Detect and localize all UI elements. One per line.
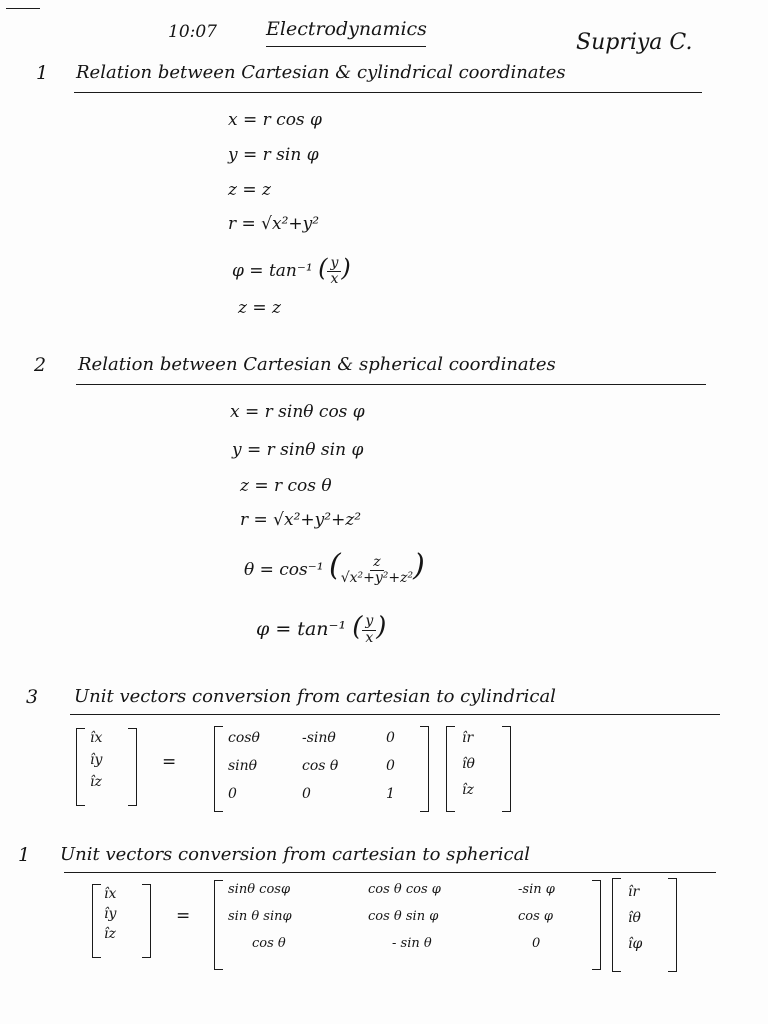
s1-eq-phi: φ = tan⁻¹ ( $\frac{y}{x}$ )	[232, 254, 351, 287]
section4-underline	[64, 872, 716, 873]
s4-lv-2: îz	[104, 926, 116, 942]
s3-m-21: 0	[302, 786, 311, 802]
note-author: Supriya C.	[576, 30, 693, 55]
s4-rv-2: îφ	[628, 936, 643, 952]
s3-lv-0: îx	[90, 730, 103, 746]
s1-frac-den: x	[330, 271, 339, 287]
s2-eq-phi: φ = tan⁻¹ ( $\frac{y}{x}$ )	[256, 612, 387, 646]
s4-right-vec-close	[668, 878, 677, 972]
s4-rv-1: îθ	[628, 910, 641, 926]
s3-left-vec-close	[128, 728, 137, 806]
s3-m-22: 1	[386, 786, 395, 802]
s1-eq-phi-lhs: φ = tan⁻¹	[232, 261, 313, 281]
s4-rv-0: îr	[628, 884, 640, 900]
s4-matrix-close	[592, 880, 601, 970]
s2-eq-r: r = √x²+y²+z²	[240, 510, 362, 530]
s3-m-10: sinθ	[228, 758, 258, 774]
s3-m-12: 0	[386, 758, 395, 774]
s3-rv-1: îθ	[462, 756, 475, 772]
subject-underline	[266, 46, 426, 47]
section2-title: Relation between Cartesian & spherical coordinates	[78, 354, 556, 375]
s2-phi-num: y	[362, 614, 376, 630]
section3-underline	[70, 714, 720, 715]
s2-theta-den: √x²+y²+z²	[340, 570, 414, 586]
s3-equals: =	[162, 752, 177, 772]
s4-right-vector	[628, 884, 668, 952]
s1-eq-z2: z = z	[238, 298, 281, 318]
s1-eq-r: r = √x²+y²	[228, 214, 320, 234]
s3-rv-0: îr	[462, 730, 474, 746]
s2-theta-num: z	[370, 555, 383, 571]
s4-equals: =	[176, 906, 191, 926]
s3-matrix-close	[420, 726, 429, 812]
s3-lv-2: îz	[90, 774, 102, 790]
s4-lv-0: îx	[104, 886, 117, 902]
s4-m-21: - sin θ	[392, 936, 432, 951]
s4-m-12: cos φ	[518, 909, 554, 924]
s4-matrix-open	[214, 880, 223, 970]
s3-left-vector	[90, 730, 130, 790]
s1-eq-y: y = r sin φ	[228, 145, 319, 165]
section4-title: Unit vectors conversion from cartesian to spherical	[60, 844, 531, 865]
section3-title: Unit vectors conversion from cartesian to cylindrical	[74, 686, 556, 707]
s4-left-vec-open	[92, 884, 101, 958]
s4-matrix	[228, 882, 582, 951]
s4-m-11: cos θ sin φ	[368, 909, 439, 924]
s4-m-02: -sin φ	[518, 882, 555, 897]
s4-m-20: cos θ	[252, 936, 286, 951]
s4-right-vec-open	[612, 878, 621, 972]
s1-frac-num: y	[327, 256, 341, 272]
s3-m-20: 0	[228, 786, 237, 802]
s2-eq-x: x = r sinθ cos φ	[230, 402, 365, 422]
s4-m-01: cos θ cos φ	[368, 882, 441, 897]
s2-eq-z: z = r cos θ	[240, 476, 332, 496]
note-time: 10:07	[168, 22, 217, 42]
s3-m-02: 0	[386, 730, 395, 746]
s3-m-01: -sinθ	[302, 730, 336, 746]
s2-phi-den: x	[365, 629, 374, 646]
s4-m-00: sinθ cosφ	[228, 882, 291, 897]
s3-m-11: cos θ	[302, 758, 339, 774]
s2-eq-theta-lhs: θ = cos⁻¹	[244, 560, 324, 580]
s3-matrix	[228, 730, 420, 802]
s3-right-vec-close	[502, 726, 511, 812]
s1-eq-z: z = z	[228, 180, 271, 200]
s3-matrix-open	[214, 726, 223, 812]
s2-eq-y: y = r sinθ sin φ	[232, 440, 364, 460]
margin-mark	[6, 8, 40, 9]
s2-eq-phi-lhs: φ = tan⁻¹	[256, 618, 347, 640]
s4-left-vec-close	[142, 884, 151, 958]
s3-rv-2: îz	[462, 782, 474, 798]
s3-lv-1: îy	[90, 752, 103, 768]
s4-m-22: 0	[532, 936, 541, 951]
section1-title: Relation between Cartesian & cylindrical coordinates	[76, 62, 566, 83]
section1-number: 1	[36, 62, 49, 84]
s2-eq-theta: θ = cos⁻¹ ( $\frac{z}{\text{√x²+y²+z²}}$ )	[244, 548, 425, 586]
section1-underline	[74, 92, 702, 93]
s1-eq-x: x = r cos φ	[228, 110, 322, 130]
note-subject: Electrodynamics	[266, 18, 427, 40]
section3-number: 3	[26, 686, 39, 708]
s3-right-vec-open	[446, 726, 455, 812]
section2-underline	[76, 384, 706, 385]
s3-m-00: cosθ	[228, 730, 260, 746]
s3-left-vec-open	[76, 728, 85, 806]
s4-lv-1: îy	[104, 906, 117, 922]
s4-m-10: sin θ sinφ	[228, 909, 292, 924]
s3-right-vector	[462, 730, 502, 798]
section4-number: 1	[18, 844, 31, 866]
s4-left-vector	[104, 886, 144, 942]
section2-number: 2	[34, 354, 47, 376]
